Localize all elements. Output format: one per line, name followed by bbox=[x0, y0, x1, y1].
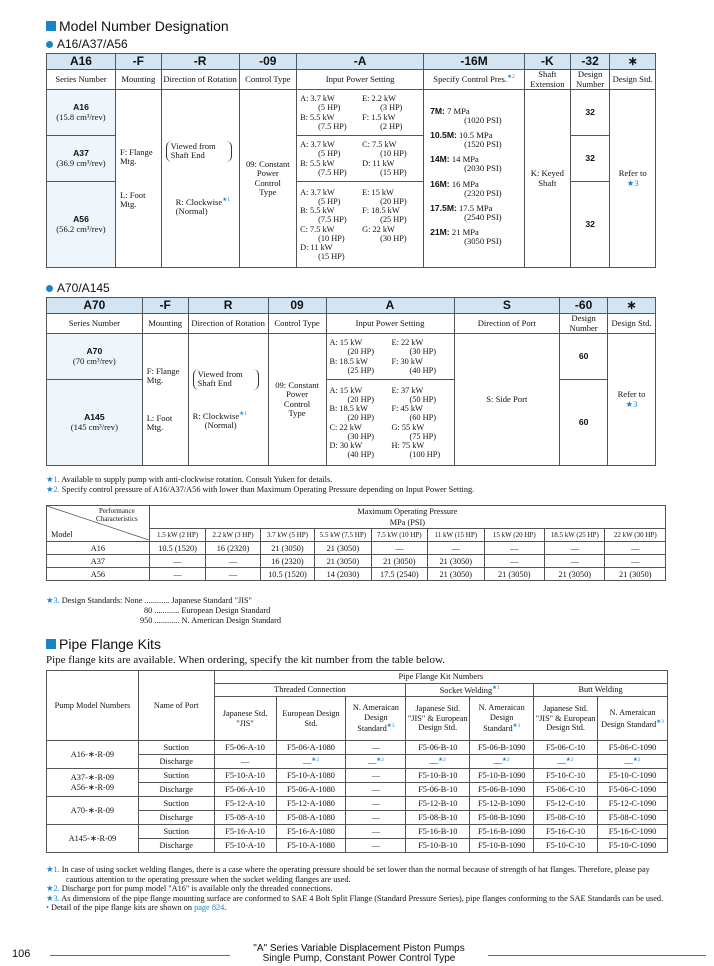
pressure-row: A37 — — 16 (2320) 21 (3050) 21 (3050) 21 (3050) — — — bbox=[47, 555, 666, 568]
code-design-no: -32 bbox=[570, 54, 610, 70]
power-option: H: 75 kW (100 HP) bbox=[391, 440, 441, 459]
power-option: A: 15 kW (20 HP) bbox=[329, 338, 375, 357]
power-option: A: 15 kW (20 HP) bbox=[329, 386, 375, 405]
design-standards: ★3. Design Standards: None ............ Japanese Standard "JIS" 80 ............ European Design Standard 950 ............ N. American Design Standard bbox=[46, 596, 282, 625]
kit-row: A37-∗-R-09 A56-∗-R-09 Suction F5-10-A-10 F5-10-A-1080 — F5-10-B-10 F5-10-B-1090 F5-10-C-10 F5-10-C-1090 bbox=[47, 769, 668, 783]
power-option: A: 3.7 kW (5 HP) bbox=[300, 140, 341, 159]
kit-subheader: Japanese Std. "JIS" & European Design Std. bbox=[534, 697, 598, 741]
code-rotation: -R bbox=[161, 54, 239, 70]
pump-model: A145-∗-R-09 bbox=[47, 825, 139, 853]
code-shaft: -K bbox=[524, 54, 570, 70]
power-option: C: 7.5 kW (10 HP) bbox=[300, 224, 345, 243]
header-row: Series Number Mounting Direction of Rotation Control Type Input Power Setting Specify Control Pres.$^{★2}$ Shaft Extension Design Number Design Std. bbox=[47, 70, 656, 90]
power-option: C: 7.5 kW (10 HP) bbox=[362, 140, 407, 159]
section-title-pipe-flange: Pipe Flange Kits bbox=[46, 636, 161, 652]
pressure-col-header: 5.5 kW (7.5 HP) bbox=[315, 529, 371, 542]
power-option: F: 30 kW (40 HP) bbox=[391, 356, 437, 375]
pump-model: A37-∗-R-09 A56-∗-R-09 bbox=[47, 769, 139, 797]
power-option: B: 5.5 kW (7.5 HP) bbox=[300, 112, 347, 131]
power-option: E: 37 kW (50 HP) bbox=[391, 386, 437, 405]
power-option: C: 22 kW (30 HP) bbox=[329, 422, 375, 441]
power-option: D: 30 kW (40 HP) bbox=[329, 440, 375, 459]
power-option: D: 11 kW (15 HP) bbox=[300, 242, 345, 261]
power-option: E: 15 kW (20 HP) bbox=[362, 188, 407, 207]
pump-model: A16-∗-R-09 bbox=[47, 741, 139, 769]
kit-subheader: European Design Std. bbox=[276, 697, 346, 741]
kit-subheader: Japanese Std. "JIS" bbox=[214, 697, 276, 741]
dot-bullet-icon bbox=[46, 285, 53, 292]
pressure-option: 17.5M: 17.5 MPa (2540 PSI) bbox=[430, 202, 502, 222]
power-option: F: 1.5 kW (2 HP) bbox=[362, 112, 403, 131]
kit-row: A70-∗-R-09 Suction F5-12-A-10 F5-12-A-1080 — F5-12-B-10 F5-12-B-1090 F5-12-C-10 F5-12-C-1090 bbox=[47, 797, 668, 811]
power-option: F: 18.5 kW (25 HP) bbox=[362, 206, 407, 225]
pressure-col-header: 1.5 kW (2 HP) bbox=[149, 529, 205, 542]
footer-rule-right bbox=[488, 955, 706, 956]
pressure-col-header: 7.5 kW (10 HP) bbox=[371, 529, 427, 542]
notes-model: ★1. Available to supply pump with anti-clockwise rotation. Consult Yuken for details. ★2. Specify control pressure of A16/A37/A56 with lower than Maximum Operating Pressure depending on Input Power Setting. bbox=[46, 475, 475, 494]
pressure-option: 14M: 14 MPa (2030 PSI) bbox=[430, 154, 502, 174]
footer-title: "A" Series Variable Displacement Piston Pumps Single Pump, Constant Power Control Type bbox=[253, 943, 465, 964]
code-pres: -16M bbox=[424, 54, 525, 70]
power-option: E: 2.2 kW (3 HP) bbox=[362, 94, 403, 113]
pressure-col-header: 15 kW (20 HP) bbox=[484, 529, 544, 542]
kit-row: Discharge F5-06-A-10 F5-06-A-1080 — F5-06-B-10 F5-06-B-1090 F5-06-C-10 F5-06-C-1090 bbox=[47, 783, 668, 797]
power-option: D: 11 kW (15 HP) bbox=[362, 158, 407, 177]
pressure-col-header: 3.7 kW (5 HP) bbox=[260, 529, 314, 542]
kit-subheader: N. Ameraican Design Standard$^{★3}$ bbox=[470, 697, 534, 741]
code-series: A16 bbox=[47, 54, 116, 70]
section-title-model-number: Model Number Designation bbox=[46, 18, 229, 34]
pipe-flange-table: Pump Model Numbers Name of Port Pipe Flange Kit Numbers Threaded Connection Socket Welding$^{★1}$ Butt Welding Japanese Std. "JIS" European Design Std. N. Ameraican Design Standard$^{★3}$ Japanese Std. "JIS" & European Design Std. N. Ameraican Design Standard$^{★3}$ Japanese Std. "JIS" & European Design Std. N. Ameraican Design Standard$^{★3}$ A16-∗-R-09 Suction F5-06-A-10 F5-06-A-1080 — F5-06-B-10 F5-06-B-1090 F5-06-C-10 F5-06-C-1090 Discharge — —$^{★2}$ —$^{★2}$ —$^{★2}$ —$^{★2}$ —$^{★2}$ —$^{★2}$ A37-∗-R-09 A56-∗-R-09 Suction F5-10-A-10 F5-10-A-1080 — F5-10-B-10 F5-10-B-1090 F5-10-C-10 F5-10-C-1090 Discharge F5-06-A-10 F5-06-A-1080 — F5-06-B-10 F5-06-B-1090 F5-06-C-10 F5-06-C-1090 A70-∗-R-09 Suction F5-12-A-10 F5-12-A-1080 — F5-12-B-10 F5-12-B-1090 F5-12-C-10 F5-12-C-1090 Discharge F5-08-A-10 F5-08-A-1080 — F5-08-B-10 F5-08-B-1090 F5-08-C-10 F5-08-C-1090 A145-∗-R-09 Suction F5-16-A-10 F5-16-A-1080 — F5-16-B-10 F5-16-B-1090 F5-16-C-10 F5-16-C-1090 Discharge F5-10-A-10 F5-10-A-1080 — F5-10-B-10 F5-10-B-1090 F5-10-C-10 F5-10-C-1090 bbox=[46, 670, 668, 853]
pressure-col-header: 11 kW (15 HP) bbox=[428, 529, 484, 542]
kit-row: Discharge F5-10-A-10 F5-10-A-1080 — F5-10-B-10 F5-10-B-1090 F5-10-C-10 F5-10-C-1090 bbox=[47, 839, 668, 853]
power-option: B: 18.5 kW (20 HP) bbox=[329, 404, 375, 423]
pressure-col-header: 22 kW (30 HP) bbox=[605, 529, 666, 542]
subtitle-a16: A16/A37/A56 bbox=[46, 37, 128, 51]
pressure-col-header: 18.5 kW (25 HP) bbox=[545, 529, 605, 542]
pressure-col-header: 2.2 kW (3 HP) bbox=[206, 529, 260, 542]
power-option: B: 5.5 kW (7.5 HP) bbox=[300, 206, 347, 225]
kit-row: Discharge F5-08-A-10 F5-08-A-1080 — F5-08-B-10 F5-08-B-1090 F5-08-C-10 F5-08-C-1090 bbox=[47, 811, 668, 825]
power-option: E: 22 kW (30 HP) bbox=[391, 338, 437, 357]
pipe-intro: Pipe flange kits are available. When ordering, specify the kit number from the table below. bbox=[46, 654, 445, 666]
code-design-std: ∗ bbox=[610, 54, 656, 70]
kit-subheader: N. Ameraican Design Standard$^{★3}$ bbox=[598, 697, 668, 741]
power-option: A: 3.7 kW (5 HP) bbox=[300, 188, 341, 207]
pressure-option: 21M: 21 MPa (3050 PSI) bbox=[430, 226, 502, 246]
page-link[interactable]: page 824 bbox=[194, 903, 225, 913]
code-row bbox=[47, 54, 656, 70]
power-option: F: 45 kW (60 HP) bbox=[391, 404, 437, 423]
subtitle-a70: A70/A145 bbox=[46, 281, 110, 295]
kit-row: A145-∗-R-09 Suction F5-16-A-10 F5-16-A-1080 — F5-16-B-10 F5-16-B-1090 F5-16-C-10 F5-16-C-1090 bbox=[47, 825, 668, 839]
square-bullet-icon bbox=[46, 639, 56, 649]
footer-rule-left bbox=[50, 955, 230, 956]
code-row: A70 -F R 09 A S -60 ∗ bbox=[47, 298, 656, 314]
kit-subheader: N. Ameraican Design Standard$^{★3}$ bbox=[346, 697, 406, 741]
square-bullet-icon bbox=[46, 21, 56, 31]
code-control: -09 bbox=[239, 54, 297, 70]
kit-row: Discharge — —$^{★2}$ —$^{★2}$ —$^{★2}$ —$^{★2}$ —$^{★2}$ —$^{★2}$ bbox=[47, 755, 668, 769]
pump-model: A70-∗-R-09 bbox=[47, 797, 139, 825]
pressure-option: 16M: 16 MPa (2320 PSI) bbox=[430, 178, 502, 198]
pressure-row: A56 — — 10.5 (1520) 14 (2030) 17.5 (2540) 21 (3050) 21 (3050) 21 (3050) 21 (3050) bbox=[47, 568, 666, 581]
code-power: -A bbox=[297, 54, 424, 70]
kit-subheader: Japanese Std. "JIS" & European Design Std. bbox=[406, 697, 470, 741]
model-table-a70: A70 -F R 09 A S -60 ∗ Series Number Mounting Direction of Rotation Control Type Input Power Setting Direction of Port Design Number Design Std. A70 (70 cm³/rev) F: Flange Mtg. L: Foot Mtg. Viewed from Shaft End R: Clockwise$^{★1}$ (Normal) 09: Constant Power Control Type A: 15 kW (20 HP) E: 22 kW (30 HP) B: 18.5 kW (25 HP) F: 30 kW (40 HP) S: Side Port 60 Refer to ★3 A145 (145 cm³/rev) A: 15 kW (20 HP) E: 37 kW (50 HP) B: 18.5 kW (20 HP) F: 45 kW (60 HP) C: 22 kW (30 HP) G: 55 kW (75 HP) D: 30 kW (40 HP) H: 75 kW (100 HP) 60 bbox=[46, 297, 656, 466]
power-option: G: 55 kW (75 HP) bbox=[391, 422, 437, 441]
model-table-a16: A16 -F -R -09 -A -16M -K -32 ∗ Series Number Mounting Direction of Rotation Control Type Input Power Setting Specify Control Pres.$^{★2}$ Shaft Extension Design Number Design Std. A16 (15.8 cm³/rev) F: Flange Mtg. L: Foot Mtg. Viewed from Shaft End R: Clockwise$^{★1}$ (Normal) 09: Constant Power Control Type A: 3.7 kW (5 HP) E: 2.2 kW (3 HP) B: 5.5 kW (7.5 HP) F: 1.5 kW (2 HP) 7M: 7 MPa (1020 PSI) 10.5M: 10.5 MPa (1520 PSI) 14M: 14 MPa (2030 PSI) 16M: 16 MPa (2320 PSI) 17.5M: 17.5 MPa (2540 PSI) 21M: 21 MPa (3050 PSI) K: Keyed Shaft 32 Refer to ★3 A37 (36.9 cm³/rev) A: 3.7 kW (5 HP) C: 7.5 kW (10 HP) B: 5.5 kW (7.5 HP) D: 11 kW (15 HP) 32 A56 (56.2 cm³/rev) A: 3.7 kW (5 HP) E: 15 kW (20 HP) B: 5.5 kW (7.5 HP) F: 18.5 kW (25 HP) C: 7.5 kW (10 HP) G: 22 kW (30 HP) D: 11 kW (15 HP) 32 bbox=[46, 53, 656, 268]
dot-bullet-icon bbox=[46, 41, 53, 48]
pressure-row: A16 10.5 (1520) 16 (2320) 21 (3050) 21 (3050) — — — — — bbox=[47, 542, 666, 555]
kit-row: A16-∗-R-09 Suction F5-06-A-10 F5-06-A-1080 — F5-06-B-10 F5-06-B-1090 F5-06-C-10 F5-06-C-1090 bbox=[47, 741, 668, 755]
page-number: 106 bbox=[12, 948, 31, 960]
pressure-option: 10.5M: 10.5 MPa (1520 PSI) bbox=[430, 130, 502, 150]
notes-pipe: ★1. In case of using socket welding flanges, there is a case where the operating pressure should be set lower than the normal because of strength of hat flanges. Therefore, please pay cautious attention to the operating pressure when the socket welding flanges are used. ★2. Discharge port for pump model "A16" is available only the threaded connections. ★3. As dimensions of the pipe flange mounting surface are conformed to SAE 4 Bolt Split Flange (Standard Pressure Series), pipe flanges conforming to the SAE Standards can be used. • Detail of the pipe flange kits are shown on page 824. bbox=[46, 865, 664, 913]
pressure-table: Performance Characteristics Model Maximum Operating Pressure MPa (PSI) 1.5 kW (2 HP) 2.2 kW (3 HP) 3.7 kW (5 HP) 5.5 kW (7.5 HP) 7.5 kW (10 HP) 11 kW (15 HP) 15 kW (20 HP) 18.5 kW (25 HP) 22 kW (30 HP) A16 10.5 (1520) 16 (2320) 21 (3050) 21 (3050) — — — — — A37 — — 16 (2320) 21 (3050) 21 (3050) 21 (3050) — — — A56 — — 10.5 (1520) 14 (2030) 17.5 (2540) 21 (3050) 21 (3050) 21 (3050) 21 (3050) bbox=[46, 505, 666, 581]
power-option: G: 22 kW (30 HP) bbox=[362, 224, 407, 243]
power-option: A: 3.7 kW (5 HP) bbox=[300, 94, 341, 113]
power-option: B: 18.5 kW (25 HP) bbox=[329, 356, 375, 375]
code-mounting: -F bbox=[115, 54, 161, 70]
power-option: B: 5.5 kW (7.5 HP) bbox=[300, 158, 347, 177]
header-row: Series Number Mounting Direction of Rotation Control Type Input Power Setting Direction of Port Design Number Design Std. bbox=[47, 314, 656, 334]
power-option bbox=[362, 243, 420, 261]
pressure-option: 7M: 7 MPa (1020 PSI) bbox=[430, 106, 502, 126]
